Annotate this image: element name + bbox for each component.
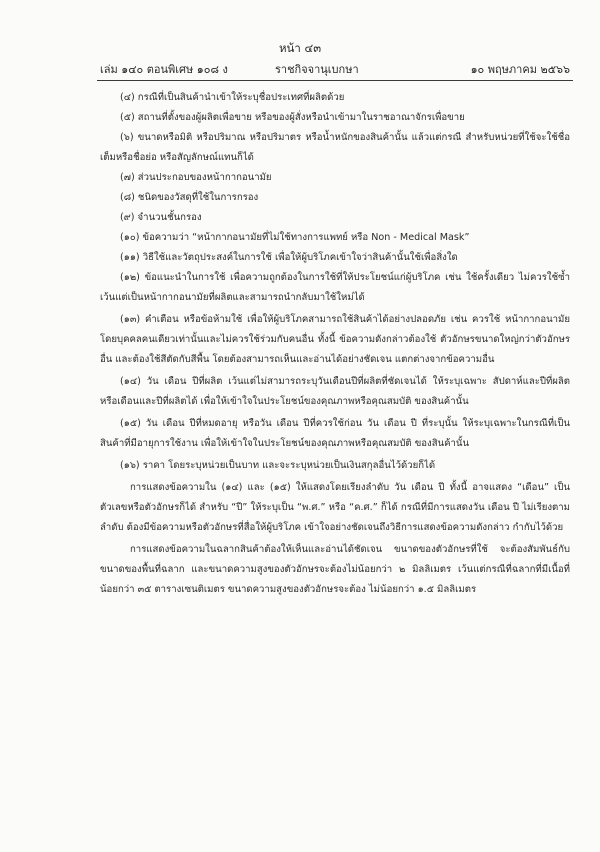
clause-13: (๑๓) คำเตือน หรือข้อห้ามใช้ เพื่อให้ผู้บริโภคสามารถใช้สินค้าได้อย่างปลอดภัย เช่น ควรใช้ หน้ากากอนามัยโดยบุคคลคนเดียวเท่านั้นและไม่ควรใช้ร่วมกับคนอื่น ทั้งนี้ ข้อความดังกล่าวต้องใช้ ตัวอักษรขนาดใหญ่กว่าตัวอักษรอื่น และต้องใช้สีตัดกับสีพื้น โดยต้องสามารถเห็นและอ่านได้อย่างชัดเจน แตกต่างจากข้อความอื่น	[100, 314, 570, 365]
clause-4: (๔) กรณีที่เป็นสินค้านำเข้าให้ระบุชื่อประเทศที่ผลิตด้วย	[120, 92, 345, 103]
document-body	[100, 88, 570, 600]
clause-8: (๘) ชนิดของวัสดุที่ใช้ในการกรอง	[120, 192, 259, 203]
clause-9: (๙) จำนวนชั้นกรอง	[120, 212, 202, 223]
clause-16: (๑๖) ราคา โดยระบุหน่วยเป็นบาท และจะระบุหน่วยเป็นเงินสกุลอื่นไว้ด้วยก็ได้	[120, 460, 436, 471]
clause-14: (๑๔) วัน เดือน ปีที่ผลิต เว้นแต่ไม่สามารถระบุวันเดือนปีที่ผลิตที่ชัดเจนได้ ให้ระบุเฉพาะ สัปดาห์และปีที่ผลิต หรือเดือนและปีที่ผลิตได้ เพื่อให้เข้าใจในประโยชน์ของคุณภาพหรือคุณสมบัติ ของสินค้านั้น	[100, 376, 570, 407]
gazette-header	[100, 60, 570, 76]
page-number: หน้า ๔๓	[278, 41, 322, 55]
clause-6: (๖) ขนาดหรือมิติ หรือปริมาณ หรือปริมาตร หรือน้ำหนักของสินค้านั้น แล้วแต่กรณี สำหรับหน่วยที่ใช้จะใช้ชื่อเต็มหรือชื่อย่อ หรือสัญลักษณ์แทนก็ได้	[100, 132, 570, 163]
header-divider	[97, 80, 573, 81]
publication-date: ๑๐ พฤษภาคม ๒๕๖๖	[470, 63, 570, 76]
date-format-paragraph: การแสดงข้อความใน (๑๔) และ (๑๕) ให้แสดงโดยเรียงลำดับ วัน เดือน ปี ทั้งนี้ อาจแสดง “เดือน” เป็นตัวเลขหรือตัวอักษรก็ได้ สำหรับ “ปี” ให้ระบุเป็น “พ.ศ.” หรือ “ค.ศ.” ก็ได้ กรณีที่มีการแสดงวัน เดือน ปี ไม่เรียงตามลำดับ ต้องมีข้อความหรือตัวอักษรที่สื่อให้ผู้บริโภค เข้าใจอย่างชัดเจนถึงวิธีการแสดงข้อความดังกล่าว กำกับไว้ด้วย	[100, 482, 570, 533]
clause-15: (๑๕) วัน เดือน ปีที่หมดอายุ หรือวัน เดือน ปีที่ควรใช้ก่อน วัน เดือน ปี ที่ระบุนั้น ให้ระบุเฉพาะในกรณีที่เป็นสินค้าที่มีอายุการใช้งาน เพื่อให้เข้าใจในประโยชน์ของคุณภาพหรือคุณสมบัติ ของสินค้านั้น	[100, 418, 570, 449]
clause-11: (๑๑) วิธีใช้และวัตถุประสงค์ในการใช้ เพื่อให้ผู้บริโภคเข้าใจว่าสินค้านั้นใช้เพื่อสิ่งใด	[120, 252, 458, 263]
volume-info: เล่ม ๑๔๐ ตอนพิเศษ ๑๐๘ ง	[100, 63, 228, 76]
clause-5: (๕) สถานที่ตั้งของผู้ผลิตเพื่อขาย หรือของผู้สั่งหรือนำเข้ามาในราชอาณาจักรเพื่อขาย	[120, 112, 465, 123]
gazette-title: ราชกิจจานุเบกษา	[275, 63, 359, 76]
label-size-paragraph: การแสดงข้อความในฉลากสินค้าต้องให้เห็นและอ่านได้ชัดเจน ขนาดของตัวอักษรที่ใช้ จะต้องสัมพันธ์กับขนาดของพื้นที่ฉลาก และขนาดความสูงของตัวอักษรจะต้องไม่น้อยกว่า ๒ มิลลิเมตร เว้นแต่กรณีที่ฉลากที่มีเนื้อที่น้อยกว่า ๓๕ ตารางเซนติเมตร ขนาดความสูงของตัวอักษรจะต้อง ไม่น้อยกว่า ๑.๕ มิลลิเมตร	[100, 544, 570, 595]
clause-10: (๑๐) ข้อความว่า “หน้ากากอนามัยที่ไม่ใช้ทางการแพทย์ หรือ Non - Medical Mask”	[120, 232, 470, 243]
clause-7: (๗) ส่วนประกอบของหน้ากากอนามัย	[120, 172, 272, 183]
clause-12: (๑๒) ข้อแนะนำในการใช้ เพื่อความถูกต้องในการใช้ที่ให้ประโยชน์แก่ผู้บริโภค เช่น ใช้ครั้งเดียว ไม่ควรใช้ซ้ำ เว้นแต่เป็นหน้ากากอนามัยที่ผลิตและสามารถนำกลับมาใช้ใหม่ได้	[100, 272, 570, 303]
